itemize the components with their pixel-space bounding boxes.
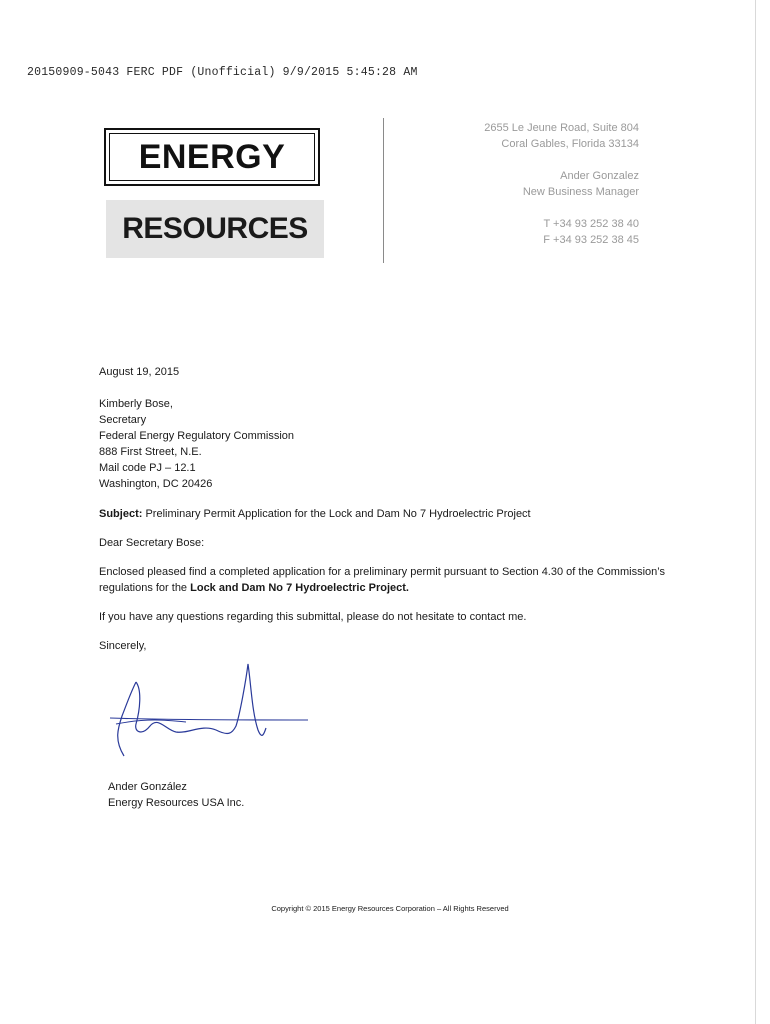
header-divider — [383, 118, 384, 263]
recipient-line: Kimberly Bose, — [99, 398, 173, 410]
contact-phone: T +34 93 252 38 40 — [543, 218, 639, 230]
recipient-line: Federal Energy Regulatory Commission — [99, 430, 295, 442]
signer-company: Energy Resources USA Inc. — [108, 797, 245, 809]
contact-name: Ander Gonzalez — [560, 170, 639, 182]
signature-image — [106, 660, 316, 760]
address-line-1: 2655 Le Jeune Road, Suite 804 — [484, 122, 639, 134]
copyright-footer: Copyright © 2015 Energy Resources Corporation – All Rights Reserved — [271, 904, 509, 913]
body-text: Enclosed pleased find a completed application for a preliminary permit pursuant to Section 4.30 of the Commission’s regulations for the — [99, 566, 665, 594]
recipient-line: 888 First Street, N.E. — [99, 446, 202, 458]
recipient-line: Washington, DC 20426 — [99, 478, 213, 490]
contact-block — [484, 120, 639, 248]
recipient-address — [99, 396, 669, 492]
page-edge — [755, 0, 756, 1024]
subject-line — [99, 506, 669, 522]
signer-name: Ander González — [108, 781, 187, 793]
body-paragraph-2: If you have any questions regarding this submittal, please do not hesitate to contact me. — [99, 611, 527, 623]
letter-body — [99, 364, 669, 654]
project-name: Lock and Dam No 7 Hydroelectric Project. — [190, 582, 409, 594]
address-line-2: Coral Gables, Florida 33134 — [501, 138, 639, 150]
signer-block — [108, 779, 244, 811]
body-paragraph-1 — [99, 564, 669, 596]
subject-label: Subject: — [99, 508, 143, 520]
letter-date: August 19, 2015 — [99, 366, 180, 378]
salutation: Dear Secretary Bose: — [99, 537, 205, 549]
logo-energy-box — [104, 128, 320, 186]
recipient-line: Mail code PJ – 12.1 — [99, 462, 196, 474]
contact-fax: F +34 93 252 38 45 — [543, 234, 639, 246]
logo-energy-text: ENERGY — [138, 137, 286, 176]
closing: Sincerely, — [99, 640, 147, 652]
ferc-stamp: 20150909-5043 FERC PDF (Unofficial) 9/9/2015 5:45:28 AM — [27, 66, 418, 79]
logo-resources-box — [106, 200, 324, 258]
recipient-line: Secretary — [99, 414, 147, 426]
contact-title: New Business Manager — [522, 186, 639, 198]
logo-resources-text: RESOURCES — [122, 212, 308, 245]
subject-text: Preliminary Permit Application for the Lock and Dam No 7 Hydroelectric Project — [142, 508, 531, 520]
